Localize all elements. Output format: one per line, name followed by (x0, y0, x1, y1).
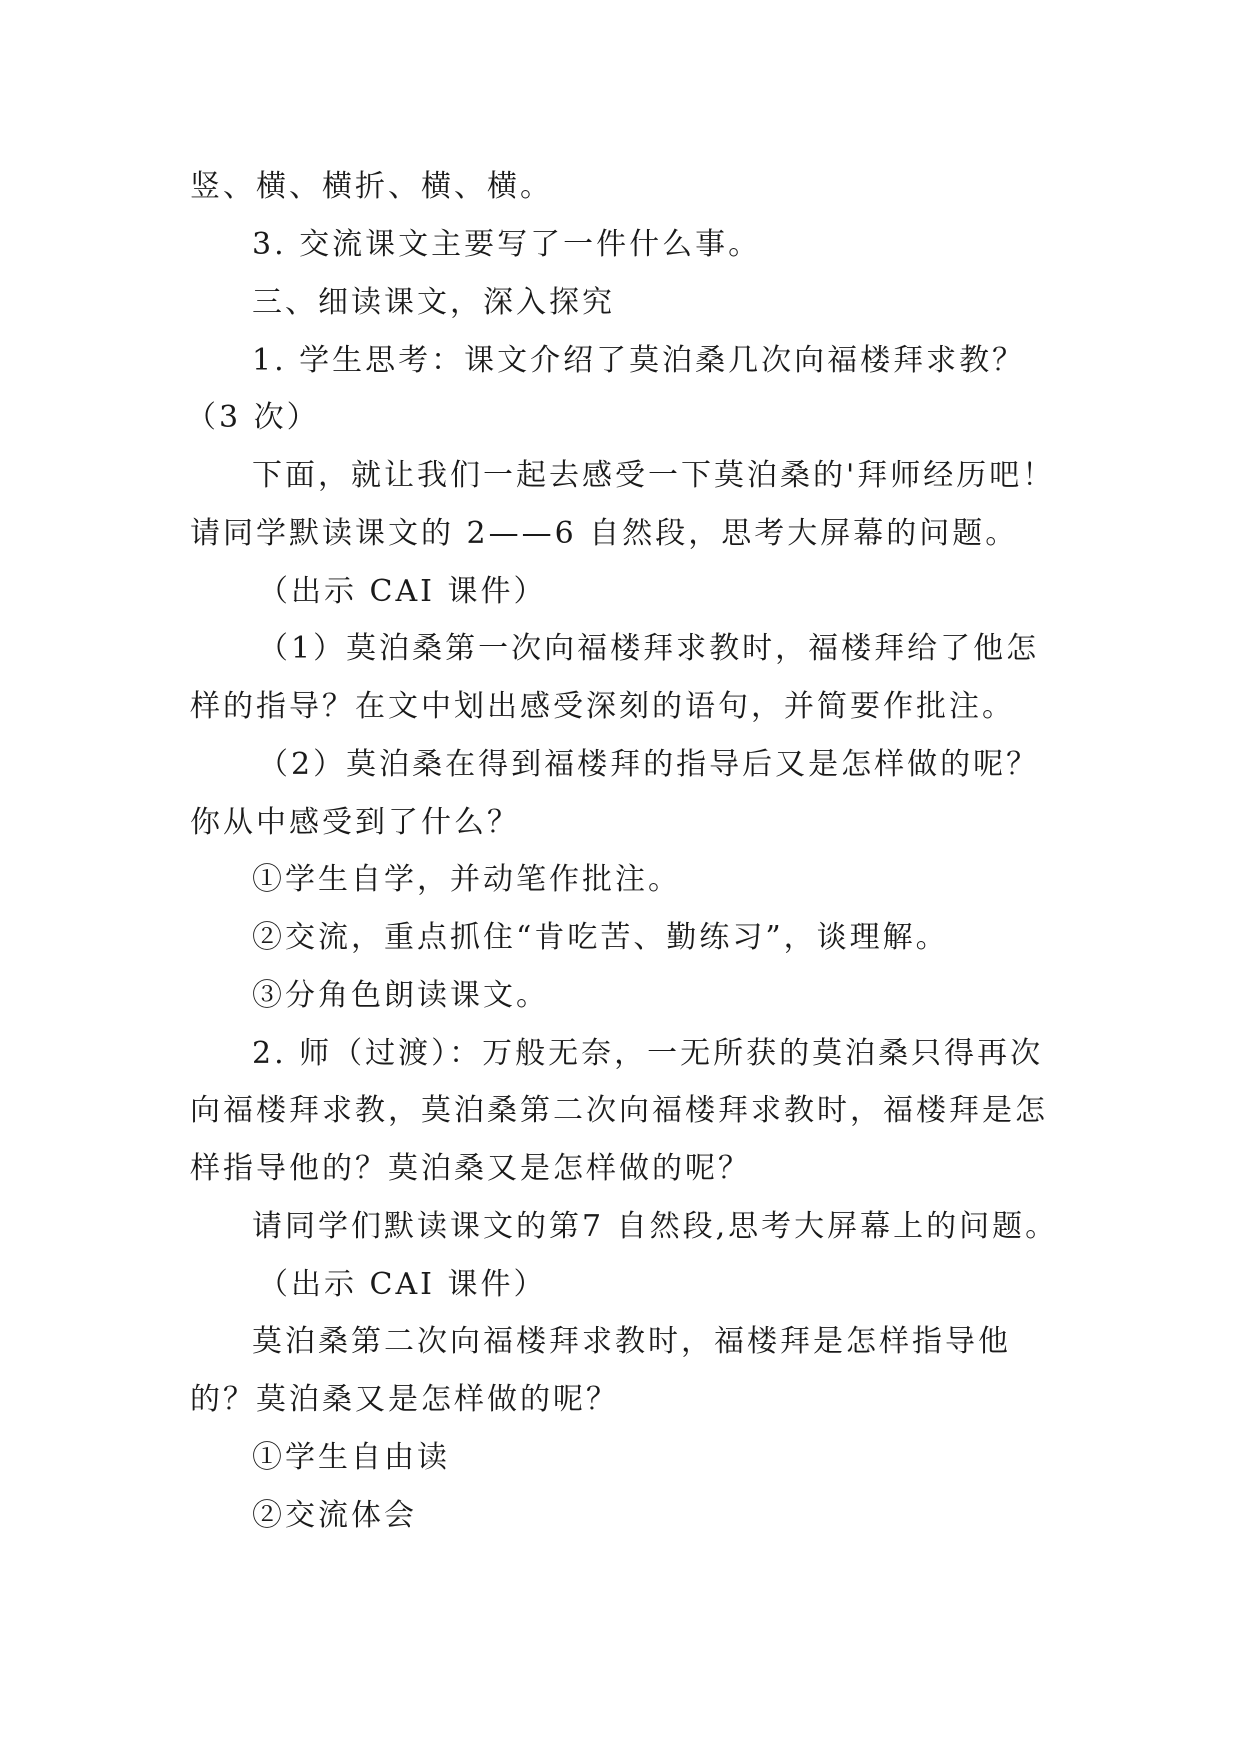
text-line: 下面，就让我们一起去感受一下莫泊桑的'拜师经历吧！ (252, 458, 1056, 493)
text-line: （1）莫泊桑第一次向福楼拜求教时，福楼拜给了他怎 (258, 631, 1040, 666)
text-line: 样的指导？在文中划出感受深刻的语句，并简要作批注。 (190, 689, 1015, 724)
list-item: ②交流，重点抓住“肯吃苦、勤练习”，谈理解。 (252, 920, 949, 955)
text-line: （2）莫泊桑在得到福楼拜的指导后又是怎样做的呢？ (258, 747, 1040, 782)
text-line: （3 次） (186, 400, 320, 435)
text-line: 请同学默读课文的 2——6 自然段，思考大屏幕的问题。 (190, 516, 1019, 551)
text-line: 样指导他的？莫泊桑又是怎样做的呢？ (190, 1151, 751, 1186)
list-item: ①学生自由读 (252, 1440, 450, 1475)
text-line: 你从中感受到了什么？ (190, 805, 520, 840)
list-item: ①学生自学，并动笔作批注。 (252, 862, 681, 897)
text-line: 3. 交流课文主要写了一件什么事。 (252, 227, 762, 262)
text-line: 竖、横、横折、横、横。 (190, 169, 553, 204)
list-item: ③分角色朗读课文。 (252, 978, 549, 1013)
text-line: （出示 CAI 课件） (258, 574, 547, 609)
text-line: 1. 学生思考：课文介绍了莫泊桑几次向福楼拜求教？ (252, 343, 1026, 378)
text-line: 向福楼拜求教，莫泊桑第二次向福楼拜求教时，福楼拜是怎 (190, 1093, 1048, 1128)
list-item: ②交流体会 (252, 1498, 417, 1533)
text-line: 莫泊桑第二次向福楼拜求教时，福楼拜是怎样指导他 (252, 1324, 1011, 1359)
text-line: 请同学们默读课文的第7 自然段,思考大屏幕上的问题。 (252, 1209, 1059, 1244)
text-line: 的？莫泊桑又是怎样做的呢？ (190, 1382, 619, 1417)
text-line: 2. 师（过渡）：万般无奈，一无所获的莫泊桑只得再次 (252, 1036, 1044, 1071)
section-heading: 三、细读课文，深入探究 (252, 285, 615, 320)
text-line: （出示 CAI 课件） (258, 1267, 547, 1302)
